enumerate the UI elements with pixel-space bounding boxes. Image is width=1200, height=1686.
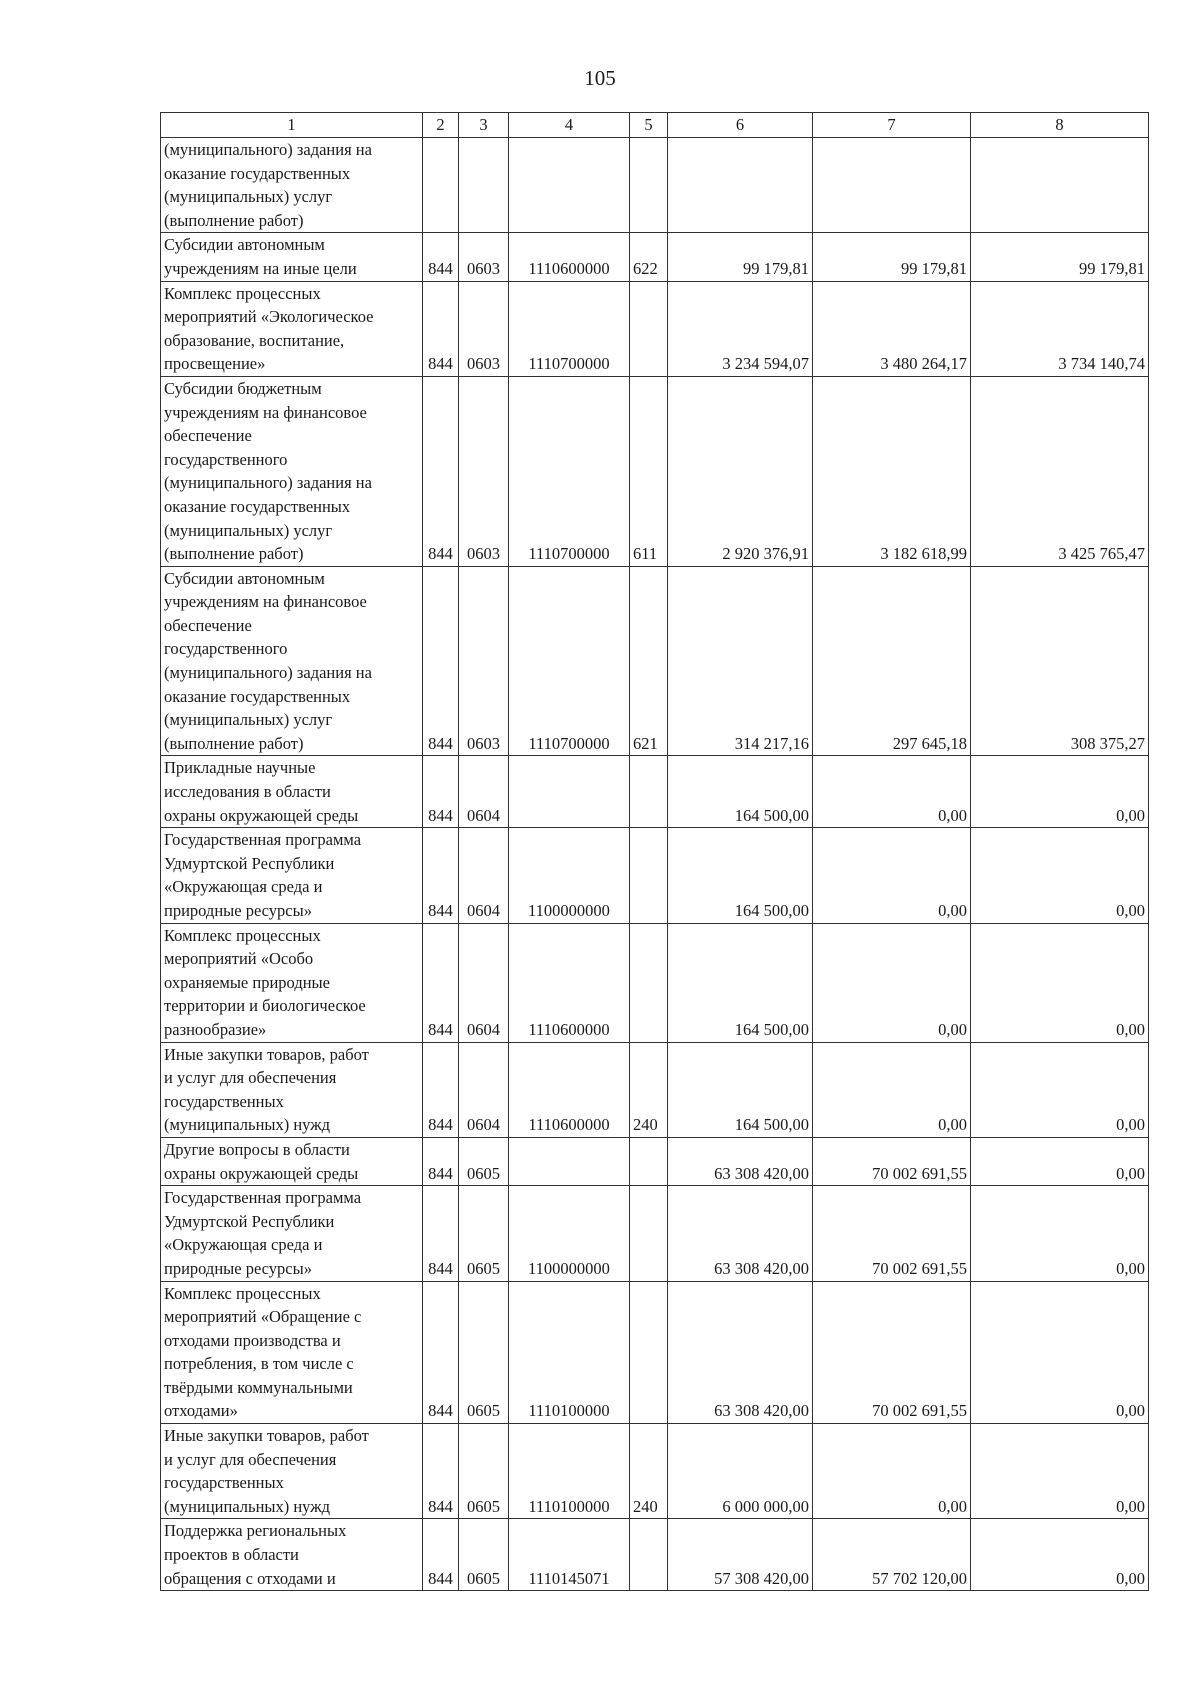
- amount-col8-cell: 0,00: [971, 1281, 1149, 1424]
- amount-col7-cell: 70 002 691,55: [813, 1137, 971, 1185]
- section-code-cell: 0605: [459, 1186, 509, 1281]
- section-code-cell: 0603: [459, 281, 509, 376]
- amount-col8-cell: 0,00: [971, 923, 1149, 1042]
- expense-type-cell: [630, 1137, 668, 1185]
- page-number: 105: [584, 66, 616, 90]
- ministry-code-cell: [423, 138, 459, 233]
- row-name-cell: Государственная программа Удмуртской Республики «Окружающая среда и природные ресурсы»: [161, 1186, 423, 1281]
- column-header: 2: [423, 113, 459, 138]
- amount-col6-cell: 57 308 420,00: [668, 1519, 813, 1591]
- expense-type-cell: [630, 756, 668, 828]
- ministry-code-cell: 844: [423, 376, 459, 566]
- amount-col6-cell: 314 217,16: [668, 566, 813, 756]
- table-row: [161, 138, 1149, 233]
- amount-col6-cell: 99 179,81: [668, 233, 813, 281]
- expense-type-cell: 621: [630, 566, 668, 756]
- budget-table: [160, 112, 1149, 1591]
- section-code-cell: [459, 138, 509, 233]
- ministry-code-cell: 844: [423, 1519, 459, 1591]
- section-code-cell: 0603: [459, 376, 509, 566]
- amount-col7-cell: 70 002 691,55: [813, 1281, 971, 1424]
- table-row: [161, 233, 1149, 281]
- amount-col7-cell: [813, 138, 971, 233]
- amount-col6-cell: 164 500,00: [668, 828, 813, 923]
- amount-col7-cell: 0,00: [813, 828, 971, 923]
- row-name-cell: Другие вопросы в области охраны окружающей среды: [161, 1137, 423, 1185]
- row-name-cell: Субсидии автономным учреждениям на иные цели: [161, 233, 423, 281]
- row-name-cell: Иные закупки товаров, работ и услуг для обеспечения государственных (муниципальных) нужд: [161, 1424, 423, 1519]
- amount-col8-cell: [971, 138, 1149, 233]
- row-name-cell: Прикладные научные исследования в области охраны окружающей среды: [161, 756, 423, 828]
- amount-col7-cell: 57 702 120,00: [813, 1519, 971, 1591]
- table-row: [161, 1281, 1149, 1424]
- section-code-cell: 0605: [459, 1424, 509, 1519]
- section-code-cell: 0603: [459, 566, 509, 756]
- expense-type-cell: [630, 1281, 668, 1424]
- expense-type-cell: [630, 281, 668, 376]
- expense-type-cell: 611: [630, 376, 668, 566]
- target-article-cell: 1110600000: [509, 233, 630, 281]
- amount-col7-cell: 0,00: [813, 756, 971, 828]
- column-header: 5: [630, 113, 668, 138]
- table-row: [161, 1042, 1149, 1137]
- table-row: [161, 1186, 1149, 1281]
- table-row: [161, 923, 1149, 1042]
- expense-type-cell: [630, 828, 668, 923]
- section-code-cell: 0604: [459, 756, 509, 828]
- row-name-cell: Комплекс процессных мероприятий «Особо охраняемые природные территории и биологическое разнообразие»: [161, 923, 423, 1042]
- ministry-code-cell: 844: [423, 1042, 459, 1137]
- expense-type-cell: [630, 1186, 668, 1281]
- amount-col8-cell: 3 734 140,74: [971, 281, 1149, 376]
- amount-col6-cell: 164 500,00: [668, 923, 813, 1042]
- expense-type-cell: [630, 923, 668, 1042]
- table-header-row: [161, 113, 1149, 138]
- row-name-cell: Субсидии автономным учреждениям на финансовое обеспечение государственного (муниципального) задания на оказание государственных (муниципальных) услуг (выполнение работ): [161, 566, 423, 756]
- amount-col7-cell: 70 002 691,55: [813, 1186, 971, 1281]
- ministry-code-cell: 844: [423, 828, 459, 923]
- amount-col6-cell: 164 500,00: [668, 1042, 813, 1137]
- amount-col8-cell: 0,00: [971, 1137, 1149, 1185]
- amount-col8-cell: 308 375,27: [971, 566, 1149, 756]
- ministry-code-cell: 844: [423, 1137, 459, 1185]
- section-code-cell: 0605: [459, 1137, 509, 1185]
- amount-col6-cell: 2 920 376,91: [668, 376, 813, 566]
- row-name-cell: Субсидии бюджетным учреждениям на финансовое обеспечение государственного (муниципального) задания на оказание государственных (муниципальных) услуг (выполнение работ): [161, 376, 423, 566]
- amount-col7-cell: 3 182 618,99: [813, 376, 971, 566]
- target-article-cell: 1110100000: [509, 1281, 630, 1424]
- amount-col8-cell: 99 179,81: [971, 233, 1149, 281]
- ministry-code-cell: 844: [423, 1281, 459, 1424]
- table-row: [161, 1137, 1149, 1185]
- section-code-cell: 0605: [459, 1519, 509, 1591]
- ministry-code-cell: 844: [423, 233, 459, 281]
- amount-col8-cell: 0,00: [971, 828, 1149, 923]
- expense-type-cell: [630, 1519, 668, 1591]
- amount-col6-cell: 3 234 594,07: [668, 281, 813, 376]
- section-code-cell: 0604: [459, 828, 509, 923]
- amount-col6-cell: 6 000 000,00: [668, 1424, 813, 1519]
- table-row: [161, 376, 1149, 566]
- ministry-code-cell: 844: [423, 566, 459, 756]
- section-code-cell: 0604: [459, 923, 509, 1042]
- amount-col6-cell: 63 308 420,00: [668, 1186, 813, 1281]
- section-code-cell: 0604: [459, 1042, 509, 1137]
- column-header: 1: [161, 113, 423, 138]
- amount-col8-cell: 0,00: [971, 1186, 1149, 1281]
- column-header: 6: [668, 113, 813, 138]
- ministry-code-cell: 844: [423, 1424, 459, 1519]
- target-article-cell: 1100000000: [509, 1186, 630, 1281]
- expense-type-cell: [630, 138, 668, 233]
- row-name-cell: Комплекс процессных мероприятий «Экологическое образование, воспитание, просвещение»: [161, 281, 423, 376]
- row-name-cell: (муниципального) задания на оказание государственных (муниципальных) услуг (выполнение работ): [161, 138, 423, 233]
- target-article-cell: [509, 1137, 630, 1185]
- table-row: [161, 756, 1149, 828]
- column-header: 4: [509, 113, 630, 138]
- column-header: 3: [459, 113, 509, 138]
- table-row: [161, 281, 1149, 376]
- target-article-cell: [509, 756, 630, 828]
- expense-type-cell: 622: [630, 233, 668, 281]
- amount-col6-cell: 63 308 420,00: [668, 1281, 813, 1424]
- amount-col7-cell: 297 645,18: [813, 566, 971, 756]
- target-article-cell: 1110600000: [509, 923, 630, 1042]
- column-header: 8: [971, 113, 1149, 138]
- row-name-cell: Государственная программа Удмуртской Республики «Окружающая среда и природные ресурсы»: [161, 828, 423, 923]
- amount-col8-cell: 0,00: [971, 1424, 1149, 1519]
- target-article-cell: 1100000000: [509, 828, 630, 923]
- amount-col7-cell: 3 480 264,17: [813, 281, 971, 376]
- table-body: [161, 138, 1149, 1591]
- section-code-cell: 0605: [459, 1281, 509, 1424]
- table-row: [161, 828, 1149, 923]
- expense-type-cell: 240: [630, 1042, 668, 1137]
- amount-col8-cell: 0,00: [971, 756, 1149, 828]
- amount-col8-cell: 0,00: [971, 1042, 1149, 1137]
- table-row: [161, 566, 1149, 756]
- target-article-cell: 1110100000: [509, 1424, 630, 1519]
- target-article-cell: 1110600000: [509, 1042, 630, 1137]
- ministry-code-cell: 844: [423, 1186, 459, 1281]
- row-name-cell: Поддержка региональных проектов в области обращения с отходами и: [161, 1519, 423, 1591]
- amount-col6-cell: [668, 138, 813, 233]
- table-row: [161, 1424, 1149, 1519]
- amount-col7-cell: 99 179,81: [813, 233, 971, 281]
- amount-col7-cell: 0,00: [813, 923, 971, 1042]
- amount-col6-cell: 63 308 420,00: [668, 1137, 813, 1185]
- target-article-cell: 1110145071: [509, 1519, 630, 1591]
- row-name-cell: Комплекс процессных мероприятий «Обращение с отходами производства и потребления, в том числе с твёрдыми коммунальными отходами»: [161, 1281, 423, 1424]
- ministry-code-cell: 844: [423, 281, 459, 376]
- target-article-cell: 1110700000: [509, 376, 630, 566]
- section-code-cell: 0603: [459, 233, 509, 281]
- table-row: [161, 1519, 1149, 1591]
- amount-col7-cell: 0,00: [813, 1042, 971, 1137]
- target-article-cell: [509, 138, 630, 233]
- amount-col8-cell: 3 425 765,47: [971, 376, 1149, 566]
- target-article-cell: 1110700000: [509, 281, 630, 376]
- ministry-code-cell: 844: [423, 923, 459, 1042]
- amount-col6-cell: 164 500,00: [668, 756, 813, 828]
- row-name-cell: Иные закупки товаров, работ и услуг для обеспечения государственных (муниципальных) нужд: [161, 1042, 423, 1137]
- ministry-code-cell: 844: [423, 756, 459, 828]
- column-header: 7: [813, 113, 971, 138]
- amount-col8-cell: 0,00: [971, 1519, 1149, 1591]
- amount-col7-cell: 0,00: [813, 1424, 971, 1519]
- expense-type-cell: 240: [630, 1424, 668, 1519]
- target-article-cell: 1110700000: [509, 566, 630, 756]
